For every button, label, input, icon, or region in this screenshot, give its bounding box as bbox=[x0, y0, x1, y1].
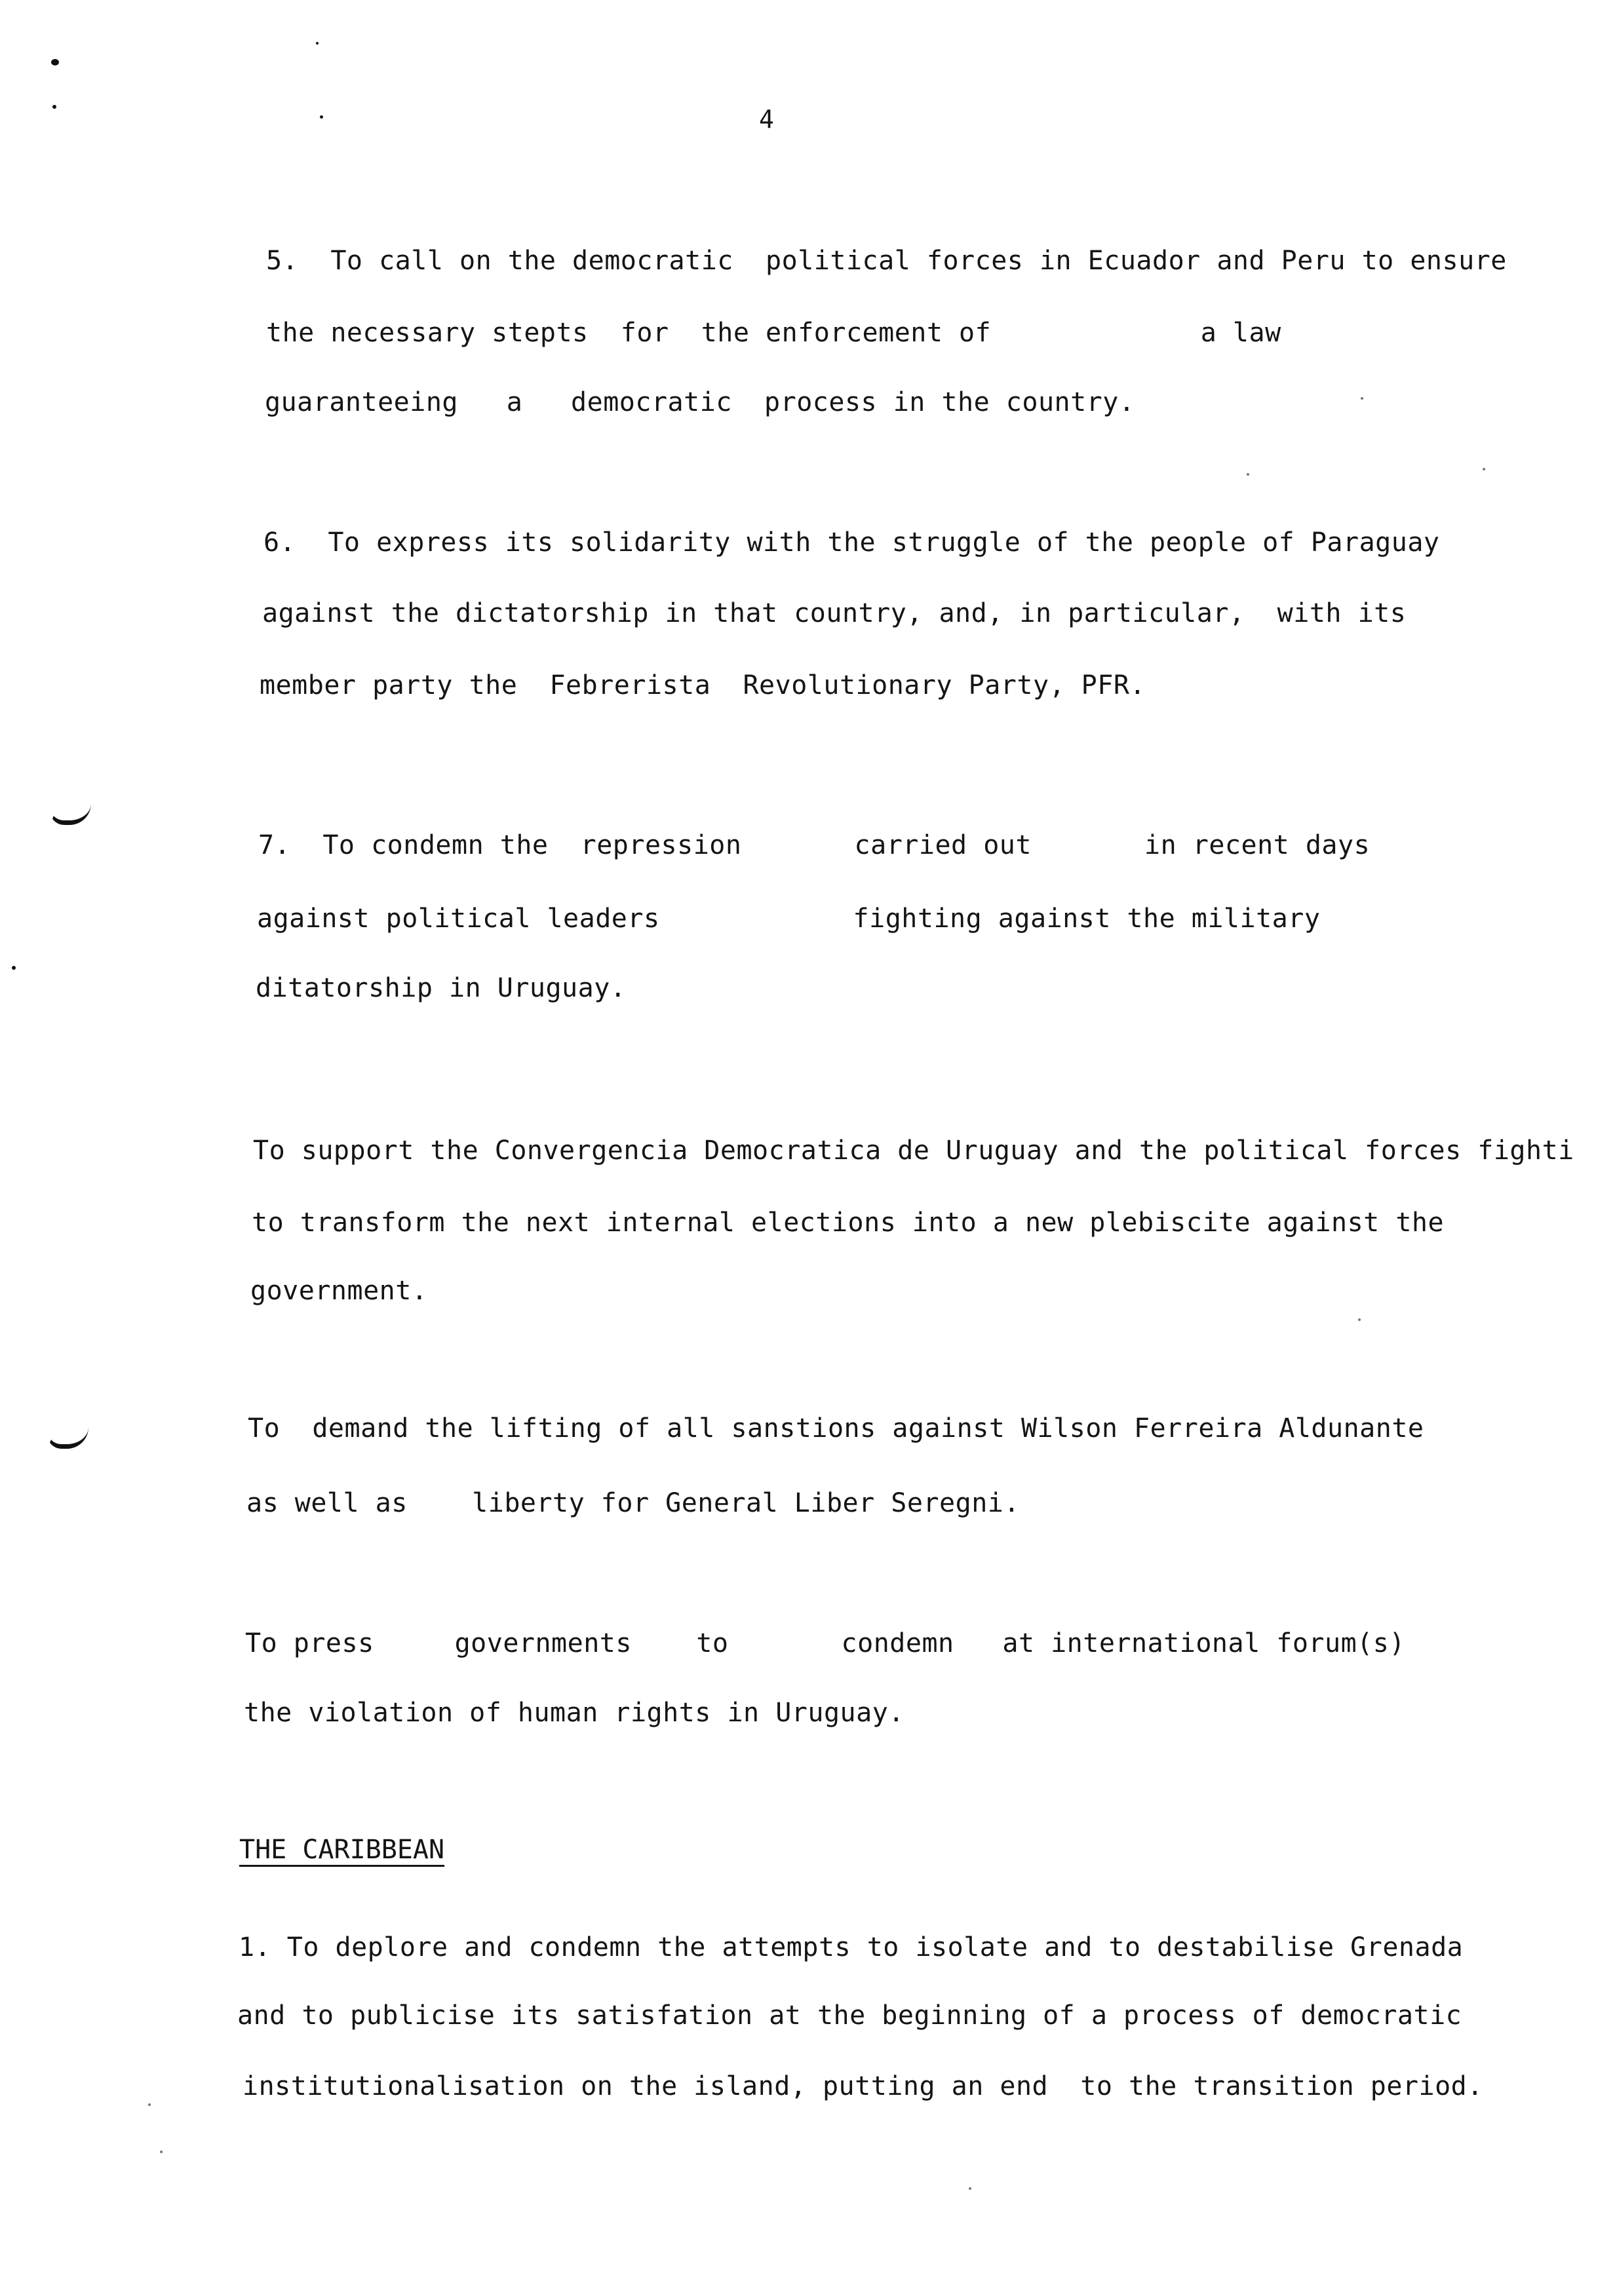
scan-speck bbox=[969, 2187, 971, 2190]
scan-mark bbox=[316, 42, 319, 45]
paragraph-6-line-2: against the dictatorship in that country, and, in particular, with its bbox=[262, 598, 1407, 628]
page-number: 4 bbox=[759, 105, 774, 134]
paragraph-6-line-3: member party the Febrerista Revolutionary Party, PFR. bbox=[260, 670, 1146, 700]
section-heading-caribbean: THE CARIBBEAN bbox=[239, 1835, 445, 1865]
paragraph-5-line-3: guaranteeing a democratic process in the country. bbox=[265, 387, 1135, 417]
scan-speck bbox=[1247, 473, 1249, 476]
scan-speck bbox=[1358, 1318, 1361, 1321]
scan-speck bbox=[1361, 397, 1363, 400]
scan-mark bbox=[52, 105, 56, 109]
binder-mark bbox=[50, 803, 91, 825]
scan-mark bbox=[51, 59, 59, 66]
caribbean-paragraph-line-2: and to publicise its satisfation at the beginning of a process of democratic bbox=[237, 2000, 1462, 2031]
support-paragraph-line-3: government. bbox=[250, 1276, 428, 1306]
paragraph-5-line-1: 5. To call on the democratic political forces in Ecuador and Peru to ensure bbox=[266, 246, 1507, 276]
scan-mark bbox=[320, 115, 323, 119]
paragraph-5-line-2: the necessary stepts for the enforcement of a law bbox=[266, 318, 1281, 348]
paragraph-7-line-1: 7. To condemn the repression carried out in recent days bbox=[258, 830, 1371, 860]
scan-speck bbox=[148, 2103, 151, 2106]
press-paragraph-line-1: To press governments to condemn at international forum(s) bbox=[245, 1628, 1405, 1658]
caribbean-paragraph-line-1: 1. To deplore and condemn the attempts to isolate and to destabilise Grenada bbox=[239, 1932, 1464, 1962]
binder-mark bbox=[47, 1427, 88, 1449]
support-paragraph-line-2: to transform the next internal elections into a new plebiscite against the bbox=[252, 1208, 1445, 1238]
demand-paragraph-line-1: To demand the lifting of all sanstions against Wilson Ferreira Aldunante bbox=[248, 1413, 1424, 1444]
caribbean-paragraph-line-3: institutionalisation on the island, putting an end to the transition period. bbox=[243, 2071, 1483, 2101]
press-paragraph-line-2: the violation of human rights in Uruguay. bbox=[244, 1698, 905, 1728]
paragraph-7-line-3: ditatorship in Uruguay. bbox=[256, 973, 627, 1003]
demand-paragraph-line-2: as well as liberty for General Liber Seregni. bbox=[246, 1488, 1020, 1518]
paragraph-6-line-1: 6. To express its solidarity with the struggle of the people of Paraguay bbox=[263, 527, 1440, 558]
paragraph-7-line-2: against political leaders fighting against the military bbox=[257, 904, 1321, 934]
scan-speck bbox=[1483, 468, 1485, 470]
scan-mark bbox=[12, 966, 16, 970]
scan-speck bbox=[160, 2151, 163, 2153]
support-paragraph-line-1: To support the Convergencia Democratica de Uruguay and the political forces fighti bbox=[253, 1136, 1574, 1166]
